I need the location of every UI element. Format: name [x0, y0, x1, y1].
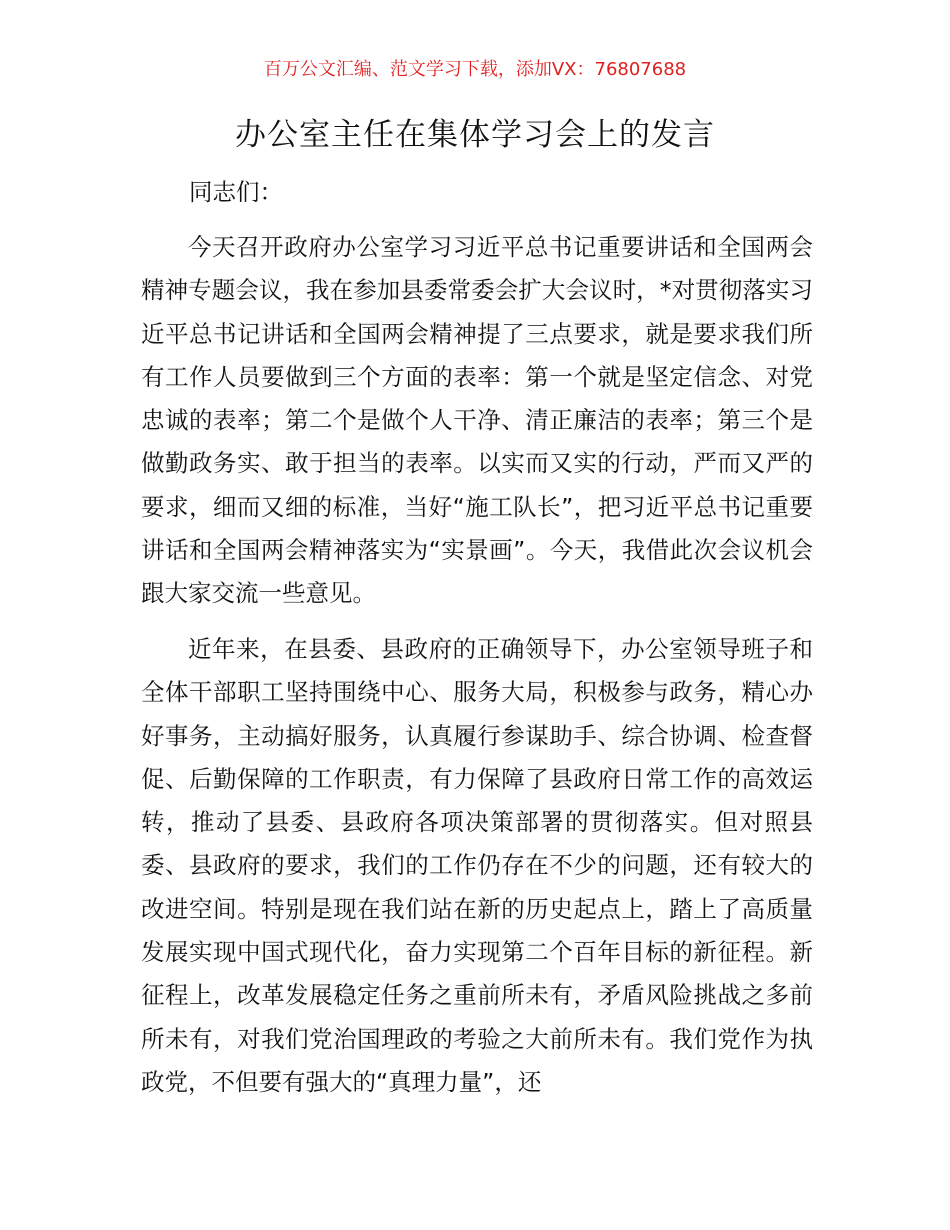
watermark-header: 百万公文汇编、范文学习下载，添加VX：76807688 [263, 59, 687, 80]
paragraph-2: 近年来，在县委、县政府的正确领导下，办公室领导班子和全体干部职工坚持围绕中心、服务大局，积极参与政务，精心办好事务，主动搞好服务，认真履行参谋助手、综合协调、检查督促、后勤保障的工作职责，有力保障了县政府日常工作的高效运转，推动了县委、县政府各项决策部署的贯彻落实。但对照县委、县政府的要求，我们的工作仍存在不少的问题，还有较大的改进空间。特别是现在我们站在新的历史起点上，踏上了高质量发展实现中国式现代化，奋力实现第二个百年目标的新征程。新征程上，改革发展稳定任务之重前所未有，矛盾风险挑战之多前所未有，对我们党治国理政的考验之大前所未有。我们党作为执政党，不但要有强大的“真理力量”，还 [141, 635, 813, 1096]
greeting: 同志们： [189, 178, 283, 206]
document-title: 办公室主任在集体学习会上的发言 [235, 117, 715, 153]
paragraph-1: 今天召开政府办公室学习习近平总书记重要讲话和全国两会精神专题会议，我在参加县委常委会扩大会议时，*对贯彻落实习近平总书记讲话和全国两会精神提了三点要求，就是要求我们所有工作人员要做到三个方面的表率：第一个就是坚定信念、对党忠诚的表率；第二个是做个人干净、清正廉洁的表率；第三个是做勤政务实、敢于担当的表率。以实而又实的行动，严而又严的要求，细而又细的标准，当好“施工队长”，把习近平总书记重要讲话和全国两会精神落实为“实景画”。今天，我借此次会议机会跟大家交流一些意见。 [141, 233, 813, 608]
